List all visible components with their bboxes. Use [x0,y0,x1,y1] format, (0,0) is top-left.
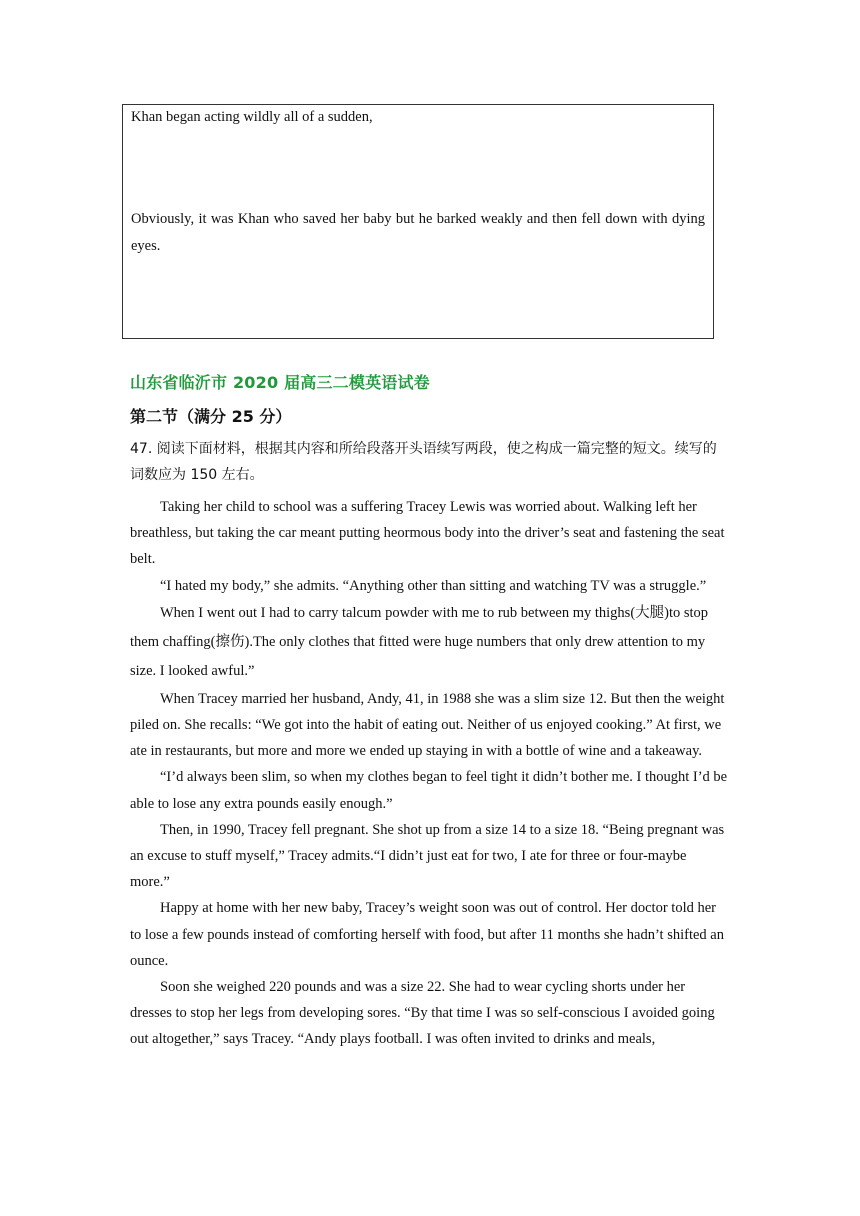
paragraph: Happy at home with her new baby, Tracey’s weight soon was out of control. Her doctor told her to lose a few pounds instead of comforting herself with food, but after 11 months she hadn’t shifted an ounce. [130,900,724,969]
section-title: 第二节（满分 25 分） [130,407,292,426]
paragraph: Taking her child to school was a suffering Tracey Lewis was worried about. Walking left her breathless, but taking the car meant putting heormous body into the driver’s seat and fastening the seat belt. [130,499,725,568]
paragraph: When I went out I had to carry talcum powder with me to rub between my thighs(大腿)to stop them chaffing(擦伤).The only clothes that fitted were huge numbers that only drew attention to my size. I looked awful.” [130,604,709,679]
answer-box-opening-line-1: Khan began acting wildly all of a sudden, [131,109,373,125]
paragraph: Soon she weighed 220 pounds and was a size 22. She had to wear cycling shorts under her dresses to stop her legs from developing sores. “By that time I was so self-conscious I avoided going out altogether,” says Tracey. “Andy plays football. I was often invited to drinks and meals, [130,979,715,1048]
answer-box-opening-line-2: Obviously, it was Khan who saved her baby but he barked weakly and then fell down with dying eyes. [131,211,705,254]
paragraph: Then, in 1990, Tracey fell pregnant. She shot up from a size 14 to a size 18. “Being pregnant was an excuse to stuff myself,” Tracey admits.“I didn’t just eat for two, I ate for three or four-maybe more.” [130,821,725,891]
paragraph: When Tracey married her husband, Andy, 41, in 1988 she was a slim size 12. But then the weight piled on. She recalls: “We got into the habit of eating out. Neither of us enjoyed cooking.” At first, we ate in restaurants, but more and more we ended up staying in with a bottle of wine and a takeaway. [130,690,725,760]
article-body [130,494,728,1053]
question-instruction: 47. 阅读下面材料，根据其内容和所给段落开头语续写两段，使之构成一篇完整的短文。续写的词数应为 150 左右。 [130,441,717,483]
exam-title: 山东省临沂市 2020 届高三二模英语试卷 [130,373,430,392]
paragraph: “I’d always been slim, so when my clothes began to feel tight it didn’t bother me. I thought I’d be able to lose any extra pounds easily enough.” [130,769,728,812]
answer-box [122,104,714,339]
paragraph: “I hated my body,” she admits. “Anything other than sitting and watching TV was a struggle.” [160,577,707,594]
